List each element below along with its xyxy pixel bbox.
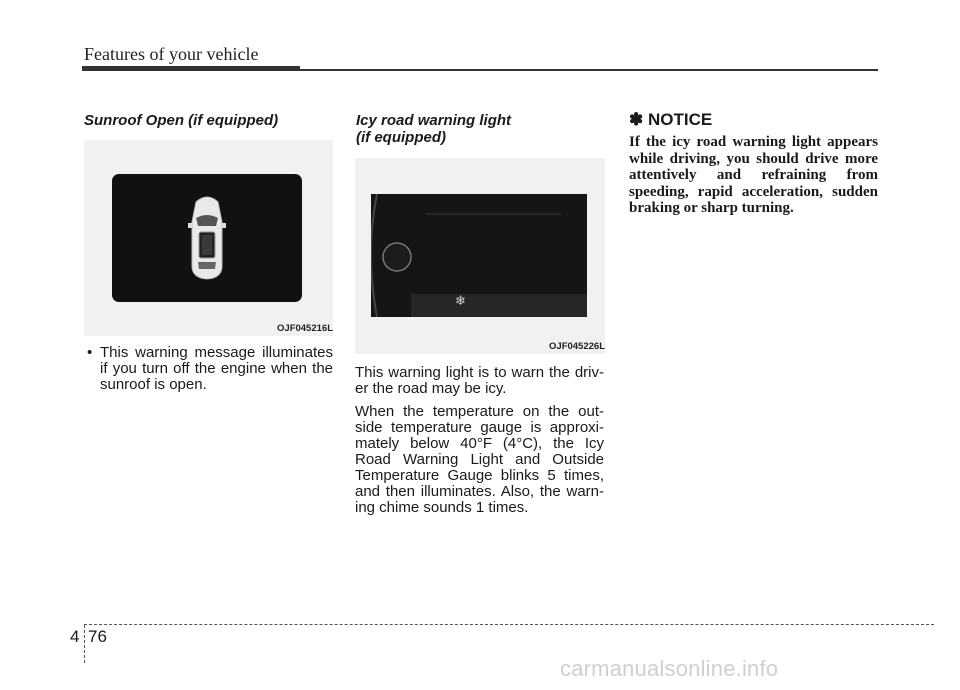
sunroof-figure-caption: OJF045216L	[277, 323, 333, 334]
sunroof-display-screen	[112, 174, 302, 302]
bullet-icon: •	[87, 344, 93, 361]
footer-divider	[84, 625, 85, 663]
header-rule-thin	[300, 69, 878, 71]
icy-road-figure	[355, 158, 605, 354]
notice-body-text: If the icy road warning light appears while driving, you should drive more attentively and refraining from speeding, rapid acceleration, sudden braking or sharp turning.	[629, 134, 878, 216]
header-rule-thick	[82, 66, 300, 71]
sunroof-heading: Sunroof Open (if equipped)	[84, 112, 279, 129]
cluster-display-screen	[371, 194, 587, 317]
car-sunroof-icon	[112, 174, 302, 302]
footer-rule	[84, 624, 934, 625]
icy-road-heading-line2: (if equipped)	[356, 129, 446, 146]
snowflake-icon: ❄	[455, 294, 466, 309]
icy-road-figure-caption: OJF045226L	[549, 341, 605, 352]
sunroof-bullet-text: This warning message illuminates if you turn off the engine when the sunroof is open.	[100, 344, 333, 393]
icy-road-heading-line1: Icy road warning light	[356, 112, 512, 129]
notice-symbol-icon: ✽	[629, 110, 644, 129]
chapter-number: 4	[70, 627, 80, 646]
page-header-title: Features of your vehicle	[84, 44, 259, 64]
notice-heading	[629, 110, 712, 130]
icy-road-heading	[356, 112, 511, 146]
sunroof-figure	[84, 140, 333, 336]
watermark-text: carmanualsonline.info	[560, 656, 779, 681]
icy-road-paragraph-1: This warning light is to warn the driv- er the road may be icy.	[355, 364, 604, 397]
page-number: 76	[88, 627, 107, 646]
notice-heading-text: NOTICE	[647, 110, 713, 129]
sunroof-bullet-item	[87, 345, 333, 393]
icy-road-paragraph-2: When the temperature on the out- side temperature gauge is approxi- mately below 40°F (4°C), the Icy Road Warning Light and Outside Temperature Gauge blinks 5 times, and then illuminates. Also, the warn- ing chime sounds 1 times.	[355, 403, 604, 516]
instrument-cluster-graphic	[371, 194, 587, 317]
